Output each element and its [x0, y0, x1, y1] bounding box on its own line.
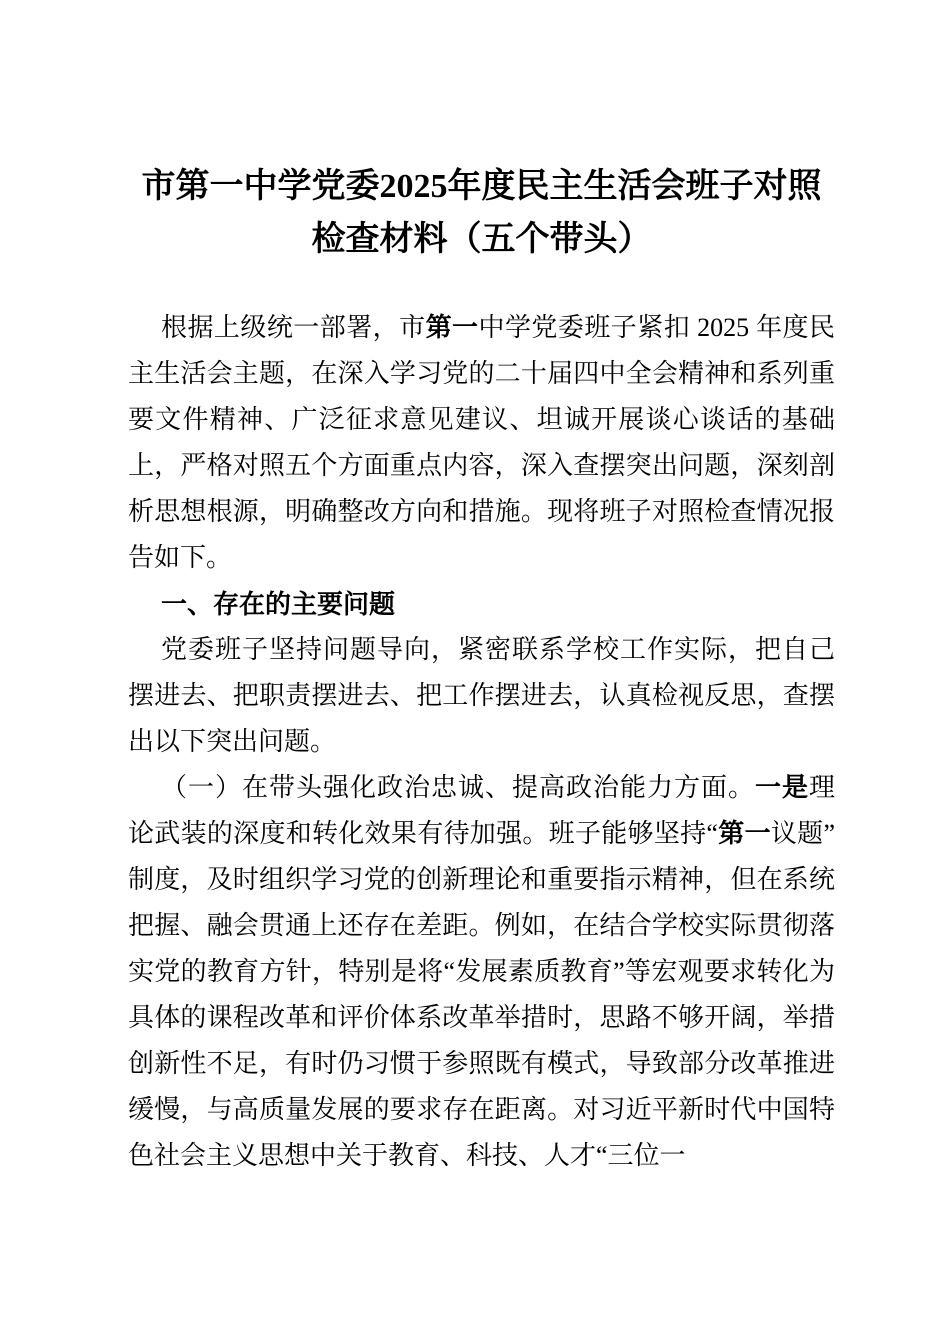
document-title: 市第一中学党委2025年度民主生活会班子对照检查材料（五个带头）: [141, 168, 822, 258]
text-run: 党委班子坚持问题导向，紧密联系学校工作实际，把自己摆进去、把职责摆进去、把工作摆进去，认真检视反思，查摆出以下突出问题。: [128, 635, 835, 756]
section-1-intro-paragraph: [128, 627, 835, 765]
text-run: 议题”制度，及时组织学习党的创新理论和重要指示精神，但在系统把握、融会贯通上还存在差距。例如，在结合学校实际贯彻落实党的教育方针，特别是将“发展素质教育”等宏观要求转化为具体的课程改革和评价体系改革举措时，思路不够开阔，举措创新性不足，有时仍习惯于参照既有模式，导致部分改革推进缓慢，与高质量发展的要求存在距离。对习近平新时代中国特色社会主义思想中关于教育、科技、人才“三位一: [128, 819, 835, 1170]
text-run: 理论武装的深度和转化效果有待加强。班子能够坚持“: [128, 773, 835, 848]
text-run: （一）在带头强化政治忠诚、提高政治能力方面。: [161, 773, 755, 802]
section-1-heading: [128, 581, 835, 627]
text-run: 根据上级统一部署，市: [161, 313, 426, 342]
text-run: 中学党委班子紧扣 2025 年度民主生活会主题，在深入学习党的二十届四中全会精神和系列重要文件精神、广泛征求意见建议、坦诚开展谈心谈话的基础上，严格对照五个方面重点内容，深入查摆突出问题，深刻剖析思想根源，明确整改方向和措施。现将班子对照检查情况报告如下。: [128, 313, 835, 572]
emphasis-text-run: 第一: [425, 313, 479, 342]
emphasis-text-run: 一是: [754, 773, 809, 802]
intro-paragraph: [128, 305, 835, 581]
item-1-paragraph: [128, 765, 835, 1179]
text-run: 一、存在的主要问题: [161, 589, 396, 619]
emphasis-text-run: 第一: [717, 819, 771, 848]
